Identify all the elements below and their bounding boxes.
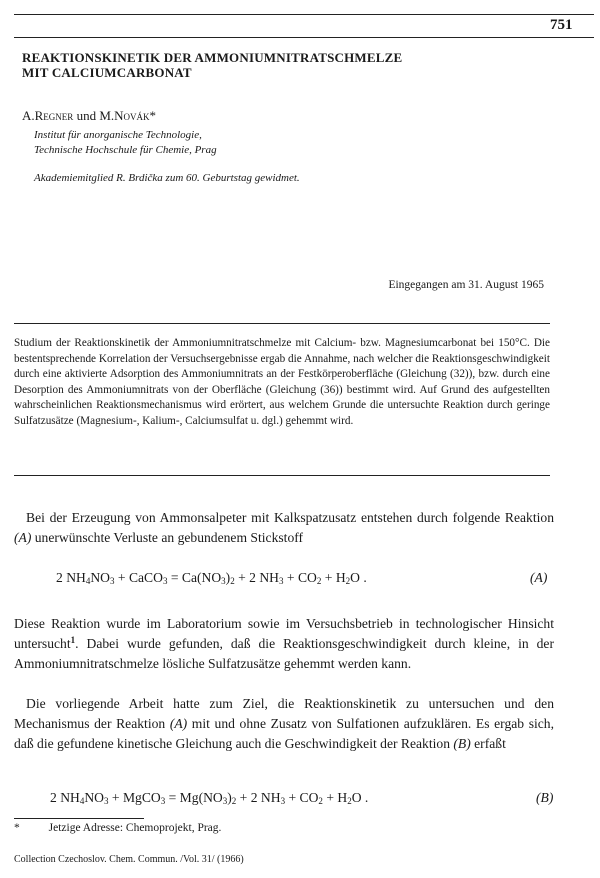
para3-text-b: mit und ohne Zusatz von Sulfationen aufzuklären. Es ergab sich, daß die gefundene kinetische Gleichung auch die Geschwindigkeit der Reaktion (14, 716, 555, 751)
header-rule-lower (14, 37, 594, 38)
para3-text-c: erfaßt (470, 736, 506, 751)
para3-ref-b: (B) (453, 736, 471, 751)
abstract: Studium der Reaktionskinetik der Ammoniumnitratschmelze mit Calcium- bzw. Magnesiumcarbonat bei 150°C. Die bestentsprechende Korrelation der Versuchsergebnisse ergab die Annahme, nach welcher die Reaktionsgeschwindigkeit durch eine aktivierte Adsorption des Ammoniumnitrats an der Festkörperoberfläche (Gleichung (32)), bzw. durch eine Desorption des Ammoniumnitrats von der Oberfläche (Gleichung (36)) bestimmt wird. Auf Grund des aufgestellten wahrscheinlichen Reaktionsmechanismus wird erörtert, aus welchem Grunde die untersuchte Reaktion durch geringe Sulfatzusätze (Magnesium-, Kalium-, Calciumsulfat u. dgl.) gehemmt wird. (14, 337, 550, 427)
equation-a: 2 $NH_4NO_3$ + CaCO$_3$ = $Ca(NO_3)_2 + 2$ $NH_3 + CO_2 + H_2O$ . (56, 570, 367, 586)
institute (34, 128, 217, 158)
para3-ref-a: (A) (169, 716, 188, 731)
footnote-mark: * (14, 822, 20, 834)
footnote (14, 822, 221, 834)
para1-ref-a: (A) (14, 530, 32, 545)
para3-text-a: Die vorliegende Arbeit hatte zum Ziel, die Reaktionskinetik zu untersuchen und den Mechanismus der Reaktion (14, 696, 554, 731)
para1-text-b: unerwünschte Verluste an gebundenem Stickstoff (31, 530, 304, 545)
equation-b: 2 $NH_4NO_3$ + MgCO$_3$ = $Mg(NO_3)_2 + 2$ $NH_3 + CO_2 + H_2O$ . (50, 790, 369, 806)
para1-text-a: Bei der Erzeugung von Ammonsalpeter mit Kalkspatzusatz entstehen durch folgende Reaktion (26, 510, 554, 525)
reference-1: 1 (70, 635, 76, 645)
article-title-line1: REAKTIONSKINETIK DER AMMONIUMNITRATSCHMELZE (22, 50, 403, 65)
abstract-rule-bottom (14, 475, 550, 476)
para2-text-a: Diese Reaktion wurde im Laboratorium sowie im Versuchsbetrieb in technologischer Hinsicht untersucht (14, 616, 554, 651)
author-footnote-mark: * (149, 108, 157, 123)
institute-line2: Technische Hochschule für Chemie, Prag (34, 144, 217, 156)
body-paragraph-2 (14, 614, 554, 674)
body-paragraph-1 (14, 508, 554, 548)
author1-initial: A. (22, 108, 35, 123)
dedication: Akademiemitglied R. Brdička zum 60. Geburtstag gewidmet. (34, 172, 300, 184)
para2-text-b: . Dabei wurde gefunden, daß die Reaktionsgeschwindigkeit durch kleine, in der Ammoniumnitratschmelze lösliche Sulfatzusätze gehemmt werden kann. (14, 636, 554, 671)
author-conjunction: und (73, 108, 100, 123)
received-date: Eingegangen am 31. August 1965 (388, 279, 544, 291)
equation-a-label: (A) (530, 570, 548, 585)
journal-citation: Collection Czechoslov. Chem. Commun. /Vol. 31/ (1966) (14, 854, 244, 865)
institute-line1: Institut für anorganische Technologie, (34, 129, 202, 141)
equation-b-label: (B) (536, 790, 554, 805)
author1-surname: Regner (34, 108, 74, 123)
authors (22, 108, 156, 124)
article-title-line2: MIT CALCIUMCARBONAT (22, 65, 192, 80)
body-paragraph-3 (14, 694, 554, 754)
page-number: 751 (550, 17, 573, 33)
abstract-rule-top (14, 323, 550, 324)
footnote-text: Jetzige Adresse: Chemoprojekt, Prag. (48, 822, 222, 834)
article-title (22, 50, 402, 80)
author2-initial: M. (99, 108, 115, 123)
author2-surname: Novák (114, 108, 150, 123)
footnote-rule (14, 818, 144, 819)
header-rule (14, 14, 594, 15)
